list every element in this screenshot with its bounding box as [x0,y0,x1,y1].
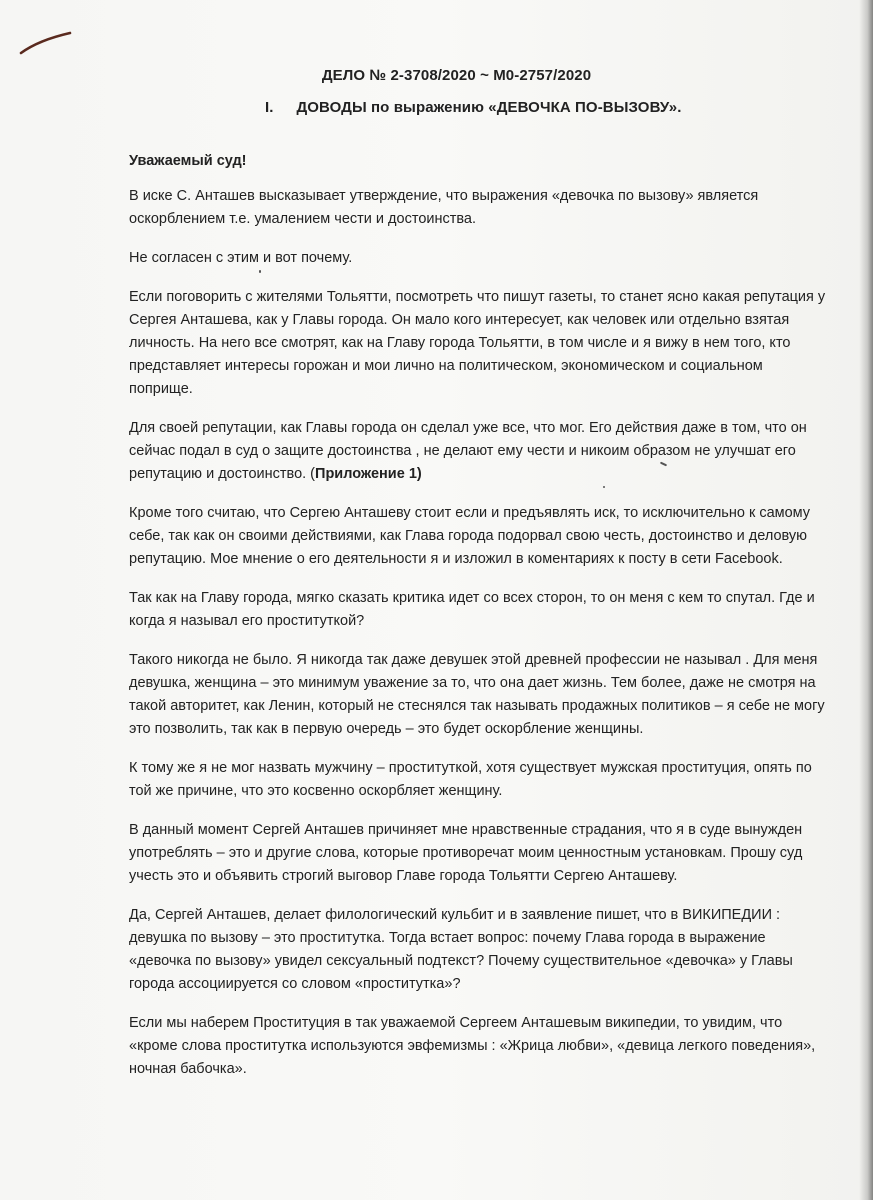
section-title: ДОВОДЫ по выражению «ДЕВОЧКА ПО-ВЫЗОВУ». [296,99,682,116]
paragraph: Так как на Главу города, мягко сказать критика идет со всех сторон, то он меня с кем то спутал. Где и когда я называл его проституткой? [129,590,815,629]
paragraph: Такого никогда не было. Я никогда так даже девушек этой древней профессии не называл . Для меня девушка, женщина – это минимум уважение за то, что она дает жизнь. Тем более, даже не смотря на такой авторитет, как Ленин, который не стеснялся так называть продажных политиков – я себе не могу это позволить, так как в первую очередь – это будет оскорбление женщины. [129,652,825,737]
document-header [0,67,873,116]
paragraph: Да, Сергей Анташев, делает филологический кульбит и в заявление пишет, что в ВИКИПЕДИИ : девушка по вызову – это проститутка. Тогда встает вопрос: почему Глава города в выражение «девочка по вызову» увидел сексуальный подтекст? Почему существительное «девочка» у Главы города ассоциируется со словом «проститутка»? [129,907,793,992]
paragraph: В данный момент Сергей Анташев причиняет мне нравственные страдания, что я в суде вынужден употреблять – это и другие слова, которые противоречат моим ценностным установкам. Прошу суд учесть это и объявить строгий выговор Главе города Тольятти Сергею Анташеву. [129,822,803,884]
paragraph [129,417,829,486]
paragraph: В иске С. Анташев высказывает утверждение, что выражения «девочка по вызову» является оскорблением т.е. умалением чести и достоинства. [129,188,759,227]
greeting: Уважаемый суд! [129,153,247,169]
paragraph: Кроме того считаю, что Сергею Анташеву стоит если и предъявлять иск, то исключительно к самому себе, так как он своими действиями, как Глава города подорвал свою честь, достоинство и деловую репутацию. Мое мнение о его деятельности я и изложил в коментариях к посту в сети Facebook. [129,505,811,567]
section-heading [0,99,873,116]
case-title: ДЕЛО № 2-3708/2020 ~ М0-2757/2020 [321,67,592,84]
paragraph: К тому же я не мог назвать мужчину – проституткой, хотя существует мужская проституция, опять по той же причине, что это косвенно оскорбляет женщину. [129,760,812,799]
paragraph: Если поговорить с жителями Тольятти, посмотреть что пишут газеты, то станет ясно какая репутация у Сергея Анташева, как у Главы города. Он мало кого интересует, как человек или отдельно взятая личность. На него все смотрят, как на Главу города Тольятти, в том числе и я вижу в нем того, кто представляет интересы горожан и мои лично на политическом, экономическом и социальном поприще. [129,289,826,397]
page-edge-shadow [859,0,873,1200]
pen-mark [18,30,74,56]
document-body [129,150,829,1097]
paragraph-text: Для своей репутации, как Главы города он сделал уже все, что мог. Его действия даже в том, что он сейчас подал в суд о защите достоинства , не делают ему чести и никоим образом не улучшат его репутацию и достоинство. ( [129,420,807,482]
paragraph: Не согласен с этим и вот почему. [129,250,353,266]
section-number: I. [265,99,274,116]
paragraph: Если мы наберем Проституция в так уважаемой Сергеем Анташевым википедии, то увидим, что «кроме слова проститутка используются эвфемизмы : «Жрица любви», «девица легкого поведения», ночная бабочка». [129,1015,816,1077]
appendix-reference: Приложение 1) [315,466,422,482]
